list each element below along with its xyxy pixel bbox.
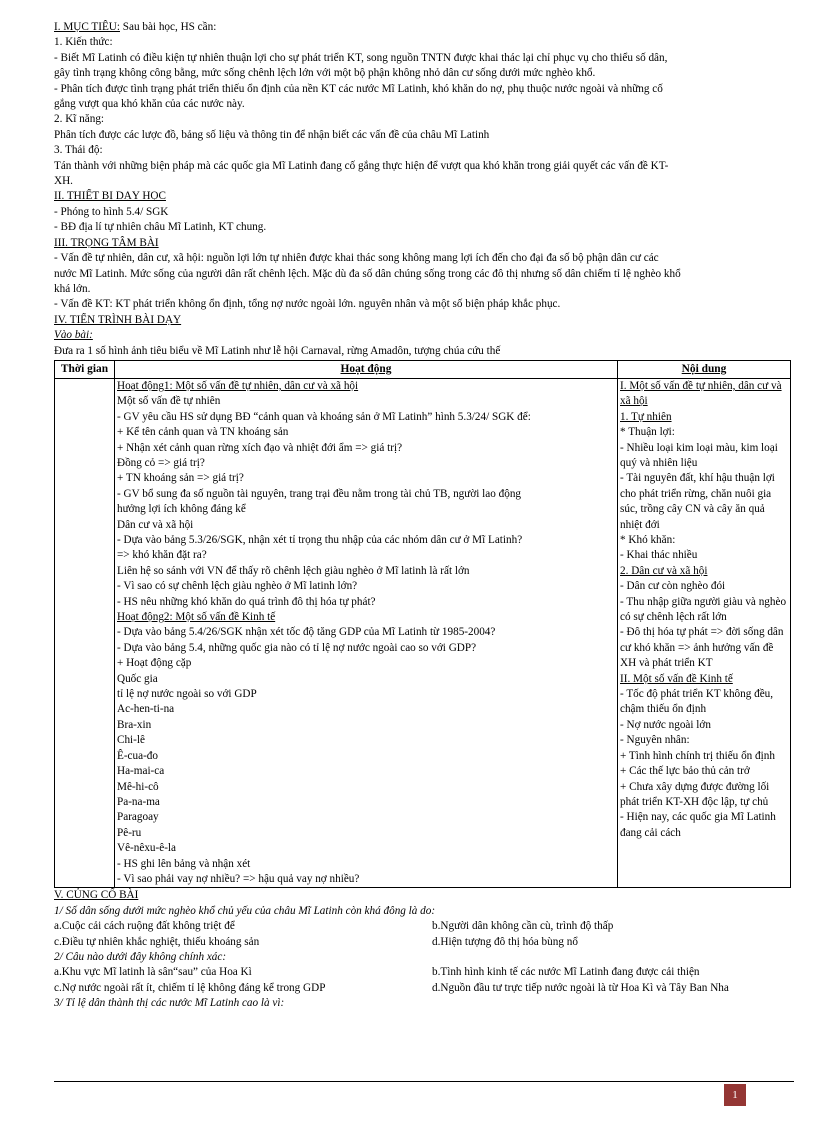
knowledge-line: - Biết Mĩ Latinh có điều kiện tự nhiên thuận lợi cho sự phát triển KT, song nguồn TNTN được khai thác lại chỉ phục vụ cho thiểu số dân, (54, 51, 668, 64)
content-line: - Dân cư còn nghèo đói (620, 580, 726, 593)
activity-line: - Dựa vào bảng 5.4, những quốc gia nào có tỉ lệ nợ nước ngoài cao so với GDP? (117, 641, 477, 654)
activity-line: - HS ghi lên bảng và nhận xét (117, 857, 251, 870)
question-3: 3/ Tỉ lệ dân thành thị các nước Mĩ Latinh cao là vì: (54, 997, 285, 1010)
activity-line: Liên hệ so sánh với VN để thấy rõ chênh lệch giàu nghèo ở Mĩ latinh là rất lớn (117, 564, 470, 577)
intro-label: Vào bài: (54, 329, 93, 342)
question-1-options (54, 919, 794, 934)
focus-line: - Vấn đề KT: KT phát triển không ổn định, tổng nợ nước ngoài lớn. nguyên nhân và một số biện pháp khắc phục. (54, 298, 561, 311)
option-c: c.Điều tự nhiên khắc nghiệt, thiếu khoáng sản (54, 935, 260, 948)
option-a: a.Cuộc cải cách ruộng đất không triệt để (54, 920, 235, 933)
knowledge-line: - Phân tích được tình trạng phát triển thiếu ổn định của nền KT các nước Mĩ Latinh, khó khăn do nợ, phụ thuộc nước ngoài và những cố (54, 82, 663, 95)
content-line: + Chưa xây dựng được đường lối phát triển KT-XH độc lập, tự chủ (620, 780, 770, 808)
time-cell (55, 378, 115, 887)
focus-line: khá lớn. (54, 282, 91, 295)
attitude-line: XH. (54, 175, 73, 188)
content-line: * Thuận lợi: (620, 426, 675, 439)
equipment-item: - Phóng to hình 5.4/ SGK (54, 205, 169, 218)
activity-line: + Hoạt động cặp (117, 657, 192, 670)
intro-text: Đưa ra 1 số hình ảnh tiêu biểu về Mĩ Latinh như lễ hội Carnaval, rừng Amadôn, tượng chúa cứu thế (54, 344, 501, 357)
lesson-table (54, 360, 791, 888)
attitude-line: Tán thành với những biện pháp mà các quốc gia Mĩ Latinh đang cố gắng thực hiện để vượt qua khó khăn trong giải quyết các vấn đề KT- (54, 159, 669, 172)
content-line: - Nhiều loại kim loại màu, kim loại quý và nhiên liệu (620, 441, 778, 469)
document-page (54, 20, 794, 1012)
activity-line: - Dựa vào bảng 5.4/26/SGK nhận xét tốc độ tăng GDP của Mĩ Latinh từ 1985-2004? (117, 626, 496, 639)
header-content: Nội dung (618, 360, 791, 378)
option-a: a.Khu vực Mĩ latinh là sân“sau” của Hoa Kì (54, 966, 252, 979)
activity-line: Bra-xin (117, 718, 152, 731)
activity-line: Chi-lê (117, 734, 145, 747)
activity-line: Pa-na-ma (117, 795, 160, 808)
equipment-heading: II. THIẾT BỊ DẠY HỌC (54, 190, 166, 203)
knowledge-title: 1. Kiến thức: (54, 36, 113, 49)
content-line: - Hiện nay, các quốc gia Mĩ Latinh đang cải cách (620, 811, 776, 839)
knowledge-line: gắng vượt qua khó khăn của các nước này. (54, 98, 245, 111)
content-line: 1. Tự nhiên (620, 410, 672, 423)
activity-line: Ê-cua-đo (117, 749, 158, 762)
activity-line: Pê-ru (117, 826, 142, 839)
activity-line: - GV yêu cầu HS sử dụng BĐ “cảnh quan và khoáng sản ở Mĩ Latinh” hình 5.3/24/ SGK để: (117, 410, 531, 423)
review-heading: V. CỦNG CỐ BÀI (54, 889, 139, 902)
option-c: c.Nợ nước ngoài rất ít, chiếm tỉ lệ không đáng kể trong GDP (54, 981, 326, 994)
content-line: - Nguyên nhân: (620, 734, 690, 747)
footer-rule (54, 1081, 794, 1082)
activity-line: Ha-mai-ca (117, 765, 165, 778)
activity-line: Paragoay (117, 811, 159, 824)
content-line: * Khó khăn: (620, 534, 676, 546)
knowledge-line: gây tình trạng không công bằng, mức sống chênh lệch lớn với một bộ phận không nhỏ dân cư sống dưới mức nghèo khổ. (54, 67, 596, 80)
activity-line: + Kể tên cảnh quan và TN khoáng sản (117, 426, 289, 439)
attitude-title: 3. Thái độ: (54, 144, 103, 157)
content-line: + Tình hình chính trị thiếu ổn định (620, 749, 775, 762)
process-heading: IV. TIẾN TRÌNH BÀI DẠY (54, 313, 182, 326)
question-1-options (54, 935, 794, 950)
activity-line: Vê-nêxu-ê-la (117, 842, 177, 855)
activity-cell (115, 378, 618, 887)
activity-line: Một số vấn đề tự nhiên (117, 395, 221, 408)
activity-line: tỉ lệ nợ nước ngoài so với GDP (117, 688, 257, 701)
content-line: - Tốc độ phát triển KT không đều, chậm thiếu ổn định (620, 688, 774, 716)
option-b: b.Tình hình kinh tế các nước Mĩ Latinh đang được cải thiện (432, 966, 700, 979)
option-b: b.Người dân không cần cù, trình độ thấp (432, 920, 614, 933)
content-line: - Khai thác nhiều (620, 549, 698, 562)
objectives-intro: Sau bài học, HS cần: (119, 21, 217, 33)
question-2-options (54, 965, 794, 980)
activity-line: - GV bổ sung đa số nguồn tài nguyên, trang trại đều nằm trong tài chủ TB, người lao động (117, 487, 522, 500)
content-line: - Nợ nước ngoài lớn (620, 718, 711, 731)
content-cell (618, 378, 791, 887)
focus-line: - Vấn đề tự nhiên, dân cư, xã hội: nguồn lợi lớn tự nhiên được khai thác song không mang lợi ích đến cho đại đa số bộ phận dân cư các (54, 252, 659, 265)
focus-line: nước Mĩ Latinh. Mức sống của người dân rất chênh lệch. Mặc dù đa số dân chúng sống trong các đô thị nhưng số dân chiếm tỉ lệ nghèo khổ (54, 267, 681, 280)
page-number: 1 (724, 1084, 746, 1106)
content-line: II. Một số vấn đề Kinh tế (620, 672, 733, 685)
focus-heading: III. TRỌNG TÂM BÀI (54, 236, 159, 249)
activity-line: Mê-hi-cô (117, 780, 159, 793)
activity-line: Đồng cỏ => giá trị? (117, 456, 205, 469)
objectives-section (54, 20, 794, 35)
question-1: 1/ Số dân sống dưới mức nghèo khổ chủ yếu của châu Mĩ Latinh còn khá đông là do: (54, 904, 436, 917)
header-time: Thời gian (55, 360, 115, 378)
activity-line: Ac-hen-ti-na (117, 703, 175, 716)
activity-line: hưởng lợi ích không đáng kể (117, 503, 246, 516)
option-d: d.Nguồn đầu tư trực tiếp nước ngoài là từ Hoa Kì và Tây Ban Nha (432, 981, 729, 994)
question-2-options (54, 981, 794, 996)
objectives-heading: I. MỤC TIÊU: (54, 21, 120, 33)
content-line: I. Một số vấn đề tự nhiên, dân cư và xã hội (620, 379, 782, 408)
activity-line: + Nhận xét cảnh quan rừng xích đạo và nhiệt đới ẩm => giá trị? (117, 441, 403, 454)
content-line: + Các thế lực bảo thủ cản trở (620, 765, 750, 778)
activity-line: - HS nêu những khó khăn do quá trình đô thị hóa tự phát? (117, 595, 376, 608)
skills-line: Phân tích được các lược đồ, bảng số liệu và thông tin để nhận biết các vấn đề của châu Mĩ Latinh (54, 128, 490, 141)
activity-line: - Vì sao có sự chênh lệch giàu nghèo ở Mĩ latinh lớn? (117, 580, 358, 593)
activity-line: Hoạt động2: Một số vấn đề Kinh tế (117, 611, 276, 624)
activity-line: Dân cư và xã hội (117, 518, 194, 531)
activity-line: Quốc gia (117, 672, 158, 685)
table-row (55, 378, 791, 887)
content-line: - Tài nguyên đất, khí hậu thuận lợi cho phát triển rừng, chăn nuôi gia súc, trồng cây CN và cây ăn quả nhiệt đới (620, 472, 775, 531)
option-d: d.Hiện tượng đô thị hóa bùng nổ (432, 935, 578, 948)
activity-line: + TN khoáng sản => giá trị? (117, 472, 244, 485)
equipment-item: - BĐ địa lí tự nhiên châu Mĩ Latinh, KT chung. (54, 221, 267, 234)
skills-title: 2. Kĩ năng: (54, 113, 105, 126)
content-line: 2. Dân cư và xã hội (620, 564, 708, 577)
question-2: 2/ Câu nào dưới đây không chính xác: (54, 950, 227, 963)
table-header-row (55, 360, 791, 378)
header-activity: Hoạt động (115, 360, 618, 378)
activity-line: Hoạt động1: Một số vấn đề tự nhiên, dân cư và xã hội (117, 379, 359, 392)
content-line: - Thu nhập giữa người giàu và nghèo có sự chênh lệch rất lớn (620, 595, 787, 624)
content-line: - Đô thị hóa tự phát => đời sống dân cư khó khăn => ảnh hưởng vấn đề XH và phát triển KT (620, 626, 784, 670)
activity-line: - Dựa vào bảng 5.3/26/SGK, nhận xét tỉ trọng thu nhập của các nhóm dân cư ở Mĩ Latinh? (117, 534, 523, 546)
activity-line: => khó khăn đặt ra? (117, 549, 207, 562)
activity-line: - Vì sao phải vay nợ nhiều? => hậu quả vay nợ nhiều? (117, 872, 360, 885)
